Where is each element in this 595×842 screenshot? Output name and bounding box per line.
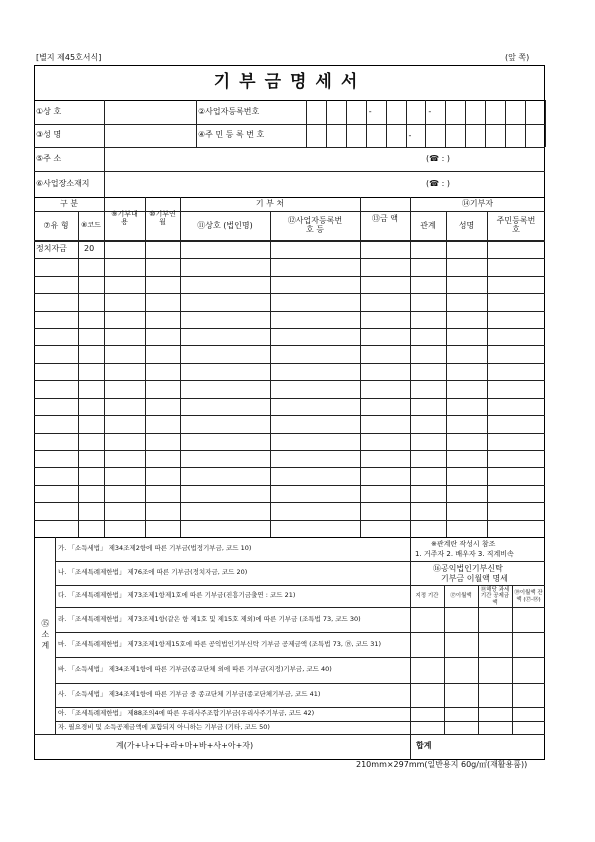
grid-row-line xyxy=(34,258,545,259)
col-amount: ⑬금 액 xyxy=(372,213,398,223)
grid-row-line xyxy=(34,363,545,364)
tel-workplace: (☎ : ) xyxy=(426,179,450,188)
label-address: ⑤주 소 xyxy=(36,154,62,163)
subtotal-label-text: ⑮소계 xyxy=(40,618,50,652)
subtotal-item: 나. 「조세특례제한법」 제76조에 따른 기부금(정치자금, 코드 20) xyxy=(58,568,248,577)
reg-cell-divider xyxy=(445,100,446,124)
col-donor-relation: 관계 xyxy=(420,220,436,230)
col-donee-name: ⑪상호 (법인명) xyxy=(197,220,253,230)
first-row-type: 정치자금 xyxy=(36,244,67,253)
col-code: ⑧코드 xyxy=(81,221,101,230)
reg-cell-divider xyxy=(366,100,367,124)
col-category: 구 분 xyxy=(60,199,78,209)
subtotal-item: 바. 「소득세법」 제34조제1항에 따른 기부금(종교단체 외에 따른 기부금(지정)기부금, 코드 40) xyxy=(58,665,332,674)
label-resident-reg: ④주 민 등 록 번 호 xyxy=(198,130,265,139)
relation-note-title: ※관계란 작성시 참조 xyxy=(431,540,496,548)
reg-cell-divider xyxy=(406,100,407,124)
grid-row-line xyxy=(34,293,545,294)
reg-cell-divider xyxy=(326,124,327,147)
label-name: ③성 명 xyxy=(36,130,62,139)
total-formula: 계(가+나+다+라+마+바+사+아+자) xyxy=(116,741,254,750)
col-donee: 기 부 처 xyxy=(255,199,285,209)
reg-cell-divider xyxy=(406,124,407,147)
col-date: ⑩기부연월 xyxy=(149,210,176,226)
reg-cell-divider xyxy=(425,100,426,124)
col-donor-name: 성명 xyxy=(458,220,475,230)
trust-column-header: 지정 기간 xyxy=(415,593,439,600)
reg-cell-divider xyxy=(485,100,486,124)
subtotal-item: 사. 「소득세법」 제34조제1항에 따른 기부금 중 종교단체 기부금(종교단체기부금, 코드 41) xyxy=(58,690,321,699)
trust-column-header: ⑱해당 과세기간 공제금액 xyxy=(480,587,510,606)
subtotal-item: 가. 「소득세법」 제34조제2항에 따른 기부금(법정기부금, 코드 10) xyxy=(58,544,252,553)
reg-cell-divider xyxy=(545,100,546,124)
reg-cell-divider xyxy=(366,124,367,147)
col-donee-reg: ⑫사업자등록번호 등 xyxy=(287,216,343,234)
grid-row-line xyxy=(34,328,545,329)
grid-row-line xyxy=(34,502,545,503)
reg-cell-divider xyxy=(525,124,526,147)
grid-row-line xyxy=(34,520,545,521)
reg-cell-divider xyxy=(485,124,486,147)
tel-address: (☎ : ) xyxy=(426,154,450,163)
reg-cell-divider xyxy=(326,100,327,124)
reg-cell-divider xyxy=(545,124,546,147)
form-title: 기부금명세서 xyxy=(213,72,367,92)
col-donor-id: 주민등록번호 xyxy=(496,216,536,234)
reg-cell-divider xyxy=(306,124,307,147)
grid-row-line xyxy=(34,433,545,434)
reg-cell-divider xyxy=(346,124,347,147)
reg-cell-divider xyxy=(346,100,347,124)
col-donor: ⑭기부자 xyxy=(461,199,494,209)
trust-title: ⑯공익법인기부신탁 xyxy=(433,564,503,573)
grid-row-line xyxy=(34,345,545,346)
subtotal-item: 라. 「조세특례제한법」 제73조제1항(같은 항 제1호 및 제15호 제외)에 따른 기부금 (조특법 73, 코드 30) xyxy=(58,614,361,623)
reg-dash: - xyxy=(368,107,372,116)
subtotal-item: 자. 필요경비 및 소득공제금액에 포함되지 아니하는 기부금 (기타, 코드 50) xyxy=(58,722,270,731)
label-workplace: ⑥사업장소재지 xyxy=(36,179,90,188)
trust-subtitle: 기부금 이월액 명세 xyxy=(441,574,508,583)
label-company: ①상 호 xyxy=(36,107,62,116)
reg-cell-divider xyxy=(386,100,387,124)
trust-column-header: ⑰이월액 xyxy=(450,593,472,600)
total-sum-label: 합계 xyxy=(416,741,432,750)
reg-dash: - xyxy=(408,131,412,140)
grid-row-line xyxy=(34,450,545,451)
subtotal-item: 다. 「조세특례제한법」 제73조제1항제1호에 따른 기부금(진흥기금출연 : 코드 21) xyxy=(58,591,296,600)
reg-cell-divider xyxy=(505,124,506,147)
grid-row-line xyxy=(34,311,545,312)
page-side: (앞 쪽) xyxy=(505,53,530,62)
first-row-code: 20 xyxy=(84,244,95,253)
grid-row-line xyxy=(34,380,545,381)
relation-note: 1. 거주자 2. 배우자 3. 직계비속 xyxy=(415,550,514,558)
subtotal-label xyxy=(34,580,55,690)
reg-cell-divider xyxy=(306,100,307,124)
paper-spec: 210mm×297mm(일반용지 60g/㎡(재활용품)) xyxy=(356,760,528,769)
grid-row-line xyxy=(34,485,545,486)
reg-cell-divider xyxy=(425,124,426,147)
reg-cell-divider xyxy=(505,100,506,124)
col-content: ⑨기부내용 xyxy=(111,210,138,226)
reg-cell-divider xyxy=(465,124,466,147)
label-business-reg: ②사업자등록번호 xyxy=(198,107,260,116)
col-type: ⑦유 형 xyxy=(43,220,69,230)
grid-row-line xyxy=(34,276,545,277)
trust-column-header: ⑲이월액 잔액 (⑰-⑱) xyxy=(514,590,543,603)
form-number: [별지 제45호서식] xyxy=(36,53,102,62)
reg-cell-divider xyxy=(445,124,446,147)
reg-cell-divider xyxy=(465,100,466,124)
grid-row-line xyxy=(34,415,545,416)
grid-row-line xyxy=(34,398,545,399)
grid-row-line xyxy=(34,467,545,468)
reg-cell-divider xyxy=(386,124,387,147)
subtotal-item: 마. 「조세특례제한법」 제73조제1항제15호에 따른 공익법인기부신탁 기부금 공제금액 (조특법 73, ⑲, 코드 31) xyxy=(58,639,382,648)
reg-cell-divider xyxy=(525,100,526,124)
reg-dash: - xyxy=(428,107,432,116)
subtotal-item: 아. 「조세특례제한법」 제88조의4에 따른 우리사주조합기부금(우리사주기부금, 코드 42) xyxy=(58,709,315,718)
